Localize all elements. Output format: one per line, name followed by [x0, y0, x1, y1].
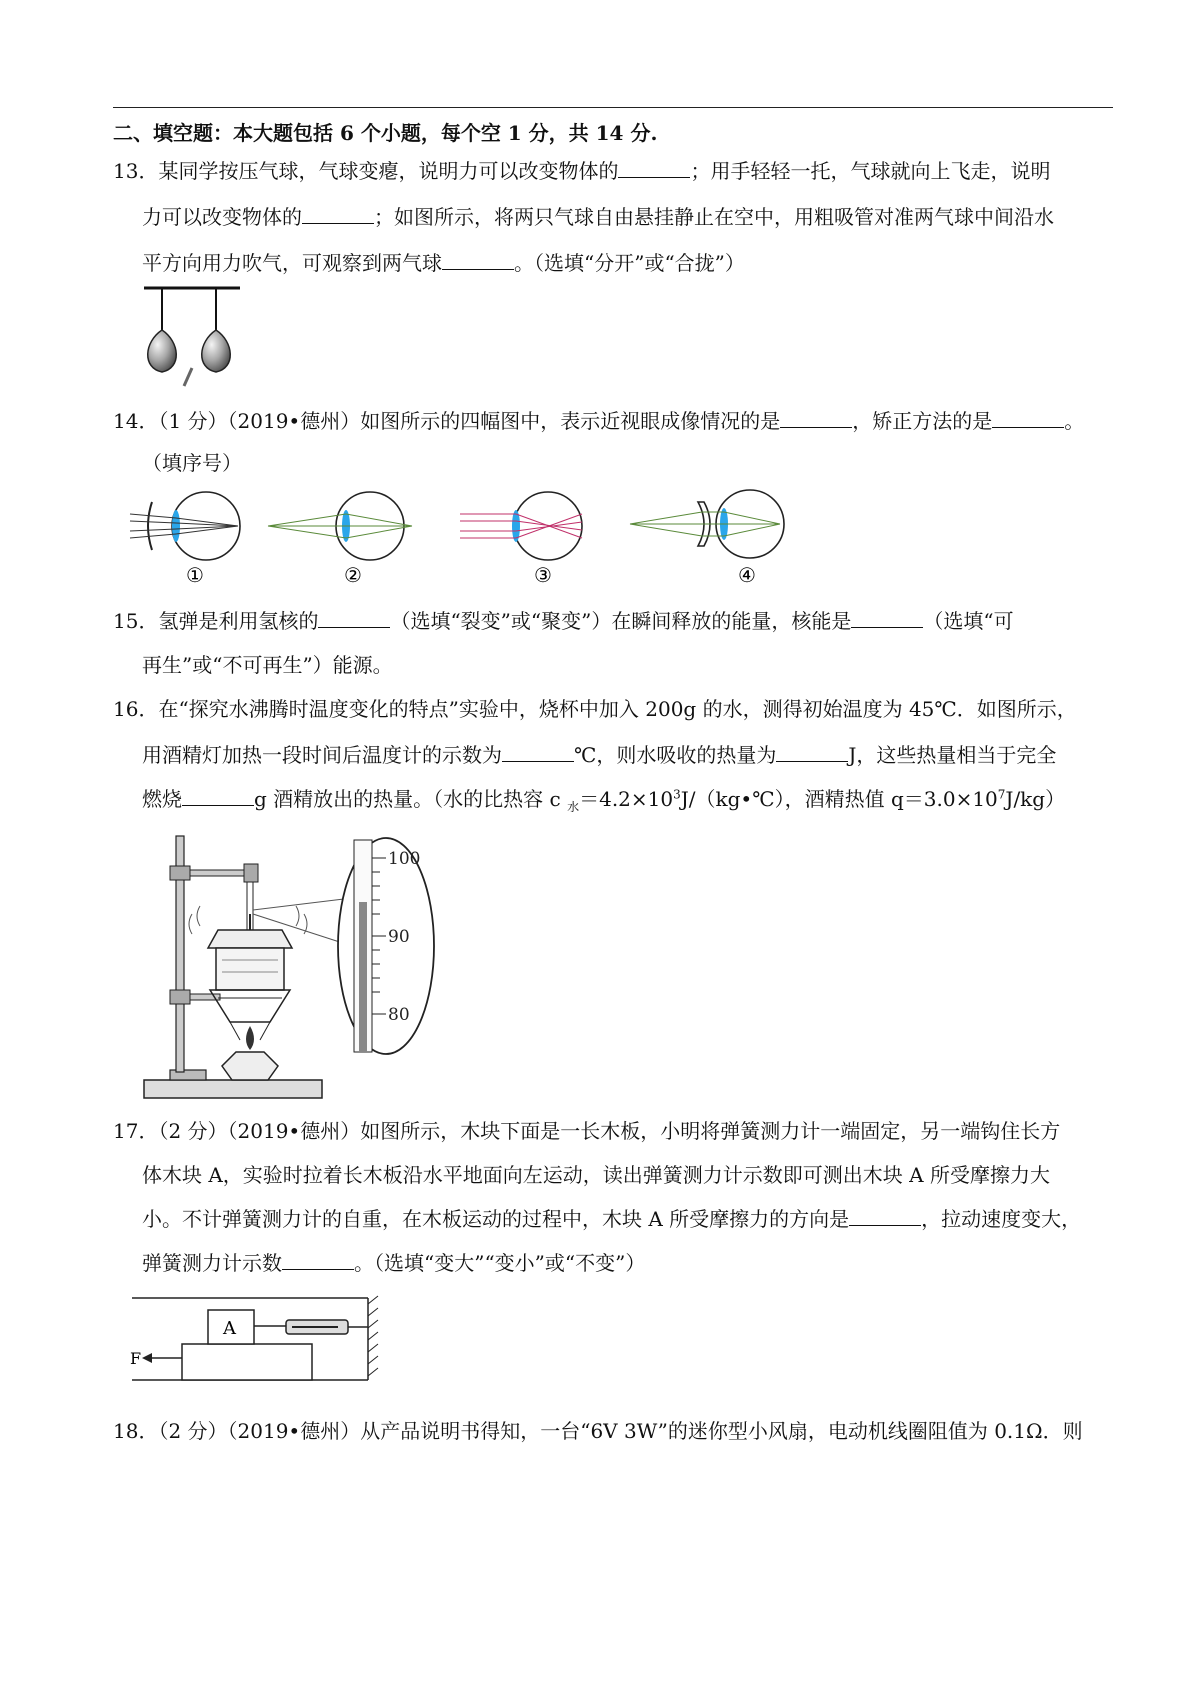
- answer-blank[interactable]: [318, 607, 390, 628]
- q17-line4: 弹簧测力计示数 。（选填“变大”“变小”或“不变”）: [142, 1251, 646, 1275]
- answer-blank[interactable]: [780, 407, 852, 428]
- q16-line3: 燃烧 g 酒精放出的热量。（水的比热容 c $_水=4.2\times 10^3J/(kg•℃)$，酒精热值 $q=3.0\times 10^7J/kg$）: [142, 787, 1066, 814]
- answer-blank[interactable]: [502, 741, 574, 762]
- q16-line1: 16．在“探究水沸腾时温度变化的特点”实验中，烧杯中加入 200g 的水，测得初始温度为 45℃．如图所示，: [113, 697, 1077, 721]
- force-label: F: [130, 1349, 142, 1368]
- q13-line3: 平方向用力吹气，可观察到两气球 。（选填“分开”或“合拢”）: [142, 251, 745, 275]
- top-rule: [113, 107, 1113, 108]
- answer-blank[interactable]: [182, 785, 254, 806]
- eye-diagram-3: [458, 486, 598, 586]
- q18-line1: 18．（2 分）（2019•德州）从产品说明书得知，一台“6V 3W”的迷你型小风扇，电动机线圈阻值为 0.1Ω．则: [113, 1419, 1083, 1443]
- balloons-figure: [140, 282, 250, 392]
- eye-diagram-4: [628, 482, 788, 586]
- eye-label-1: ①: [186, 563, 204, 586]
- q17-line2: 体木块 A，实验时拉着长木板沿水平地面向左运动，读出弹簧测力计示数即可测出木块 A 所受摩擦力大: [142, 1163, 1050, 1187]
- scale-label-80: 80: [388, 1005, 410, 1025]
- answer-blank[interactable]: [618, 157, 690, 178]
- answer-blank[interactable]: [992, 407, 1064, 428]
- answer-blank[interactable]: [302, 203, 374, 224]
- q15-line2: 再生”或“不可再生”）能源。: [142, 653, 393, 677]
- eye-label-4: ④: [738, 563, 756, 586]
- eye-label-3: ③: [534, 563, 552, 586]
- answer-blank[interactable]: [776, 741, 848, 762]
- q14-line2: （填序号）: [142, 451, 242, 475]
- q13-line2: 力可以改变物体的 ；如图所示，将两只气球自由悬挂静止在空中，用粗吸管对准两气球中间沿水: [142, 205, 1054, 229]
- section-heading: 二、填空题：本大题包括 6 个小题，每个空 1 分，共 14 分.: [113, 121, 658, 145]
- q17-line3: 小。不计弹簧测力计的自重，在木板运动的过程中，木块 A 所受摩擦力的方向是 ，拉动速度变大，: [142, 1207, 1082, 1231]
- boiling-apparatus-figure: [140, 826, 440, 1106]
- q14-line1: 14．（1 分）（2019•德州）如图所示的四幅图中，表示近视眼成像情况的是 ，矫正方法的是 。: [113, 409, 1085, 433]
- eye-diagram-2: [266, 486, 416, 586]
- eye-label-2: ②: [344, 563, 362, 586]
- scale-label-90: 90: [388, 927, 410, 947]
- answer-blank[interactable]: [849, 1205, 921, 1226]
- q16-line2: 用酒精灯加热一段时间后温度计的示数为 ℃，则水吸收的热量为 J，这些热量相当于完全: [142, 743, 1057, 767]
- block-label: A: [223, 1318, 236, 1339]
- answer-blank[interactable]: [282, 1249, 354, 1270]
- answer-blank[interactable]: [851, 607, 923, 628]
- q17-line1: 17．（2 分）（2019•德州）如图所示，木块下面是一长木板，小明将弹簧测力计一端固定，另一端钩住长方: [113, 1119, 1061, 1143]
- eye-diagram-1: [128, 486, 248, 586]
- q15-line1: 15．氢弹是利用氢核的 （选填“裂变”或“聚变”）在瞬间释放的能量，核能是 （选填“可: [113, 609, 1014, 633]
- answer-blank[interactable]: [442, 249, 514, 270]
- scale-label-100: 100: [388, 849, 421, 869]
- q13-line1: 13．某同学按压气球，气球变瘪，说明力可以改变物体的 ；用手轻轻一托，气球就向上飞走，说明: [113, 159, 1051, 183]
- friction-figure: [126, 1294, 386, 1394]
